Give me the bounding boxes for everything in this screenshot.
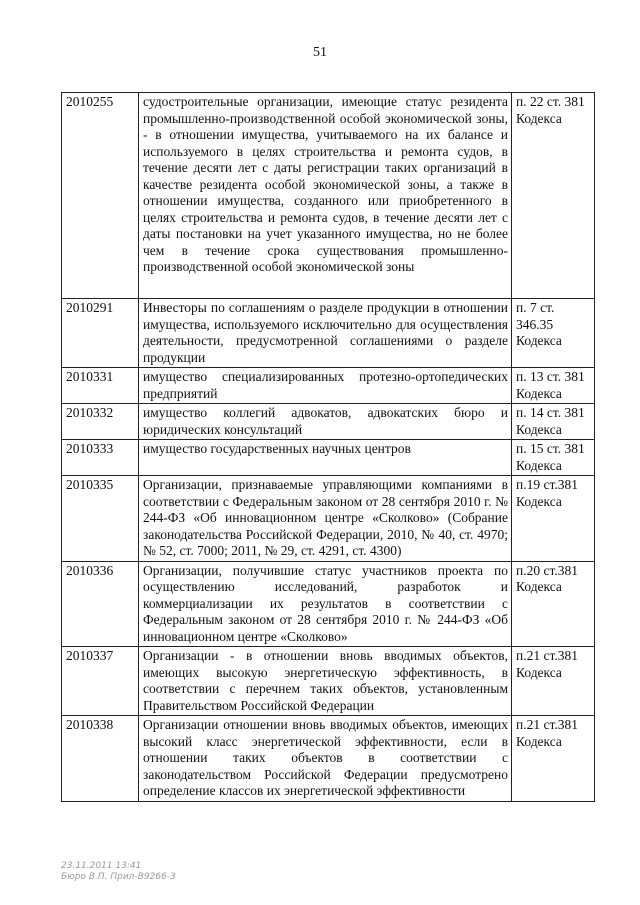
row-reference: п.19 ст.381 Кодекса	[512, 476, 595, 562]
row-reference: п. 7 ст. 346.35 Кодекса	[512, 299, 595, 368]
table-row	[62, 440, 595, 476]
footer-bureau: Бюро В.П. Прил-В9266-3	[61, 872, 176, 882]
page-number: 51	[313, 45, 327, 60]
table-row	[62, 299, 595, 368]
table-row	[62, 561, 595, 647]
row-reference: п. 13 ст. 381 Кодекса	[512, 368, 595, 404]
row-reference: п. 15 ст. 381 Кодекса	[512, 440, 595, 476]
row-description: имущество специализированных протезно-ортопедических предприятий	[139, 368, 512, 404]
tax-exemption-codes-table	[61, 92, 595, 802]
row-reference: п.20 ст.381 Кодекса	[512, 561, 595, 647]
table-row	[62, 716, 595, 802]
table-row	[62, 93, 595, 299]
table-row	[62, 404, 595, 440]
row-code: 2010291	[62, 299, 139, 368]
row-code: 2010332	[62, 404, 139, 440]
row-description: Организации - в отношении вновь вводимых объектов, имеющих высокую энергетическую эффективность, в соответствии с перечнем таких объектов, установленным Правительством Российской Федерации	[139, 647, 512, 716]
row-description: Организации отношении вновь вводимых объектов, имеющих высокий класс энергетической эффективности, если в отношении таких объектов в соответствии с законодательством Российской Федерации предусмотрено определение классов их энергетической эффективности	[139, 716, 512, 802]
row-code: 2010331	[62, 368, 139, 404]
row-reference: п.21 ст.381 Кодекса	[512, 716, 595, 802]
row-description: имущество коллегий адвокатов, адвокатских бюро и юридических консультаций	[139, 404, 512, 440]
row-code: 2010335	[62, 476, 139, 562]
row-code: 2010336	[62, 561, 139, 647]
row-description: судостроительные организации, имеющие статус резидента промышленно-производственной особой экономической зоны, - в отношении имущества, учитываемого на их балансе и используемого в целях строительства и ремонта судов, в течение десяти лет с даты регистрации таких организаций в качестве резидента особой экономической зоны, а также в отношении имущества, созданного или приобретенного в целях строительства и ремонта судов, в течение десяти лет с даты постановки на учет указанного имущества, но не более чем в течение срока существования промышленно-производственной особой экономической зоны	[139, 93, 512, 299]
row-reference: п. 14 ст. 381 Кодекса	[512, 404, 595, 440]
row-description: Организации, получившие статус участников проекта по осуществлению исследований, разработок и коммерциализации их результатов в соответствии с Федеральным законом от 28 сентября 2010 г. № 244-ФЗ «Об инновационном центре «Сколково»	[139, 561, 512, 647]
row-description: Инвесторы по соглашениям о разделе продукции в отношении имущества, используемого исключительно для осуществления деятельности, предусмотренной соглашениями о разделе продукции	[139, 299, 512, 368]
footer-timestamp: 23.11.2011 13:41	[61, 861, 142, 871]
row-description: Организации, признаваемые управляющими компаниями в соответствии с Федеральным законом от 28 сентября 2010 г. № 244-ФЗ «Об инновационном центре «Сколково» (Собрание законодательства Российской Федерации, 2010, № 40, ст. 4970; № 52, ст. 7000; 2011, № 29, ст. 4291, ст. 4300)	[139, 476, 512, 562]
row-code: 2010333	[62, 440, 139, 476]
row-reference: п. 22 ст. 381 Кодекса	[512, 93, 595, 299]
row-code: 2010338	[62, 716, 139, 802]
row-description: имущество государственных научных центров	[139, 440, 512, 476]
row-code: 2010255	[62, 93, 139, 299]
table-row	[62, 368, 595, 404]
row-code: 2010337	[62, 647, 139, 716]
table-row	[62, 476, 595, 562]
document-footer-stamp	[61, 861, 176, 883]
row-reference: п.21 ст.381 Кодекса	[512, 647, 595, 716]
table-row	[62, 647, 595, 716]
